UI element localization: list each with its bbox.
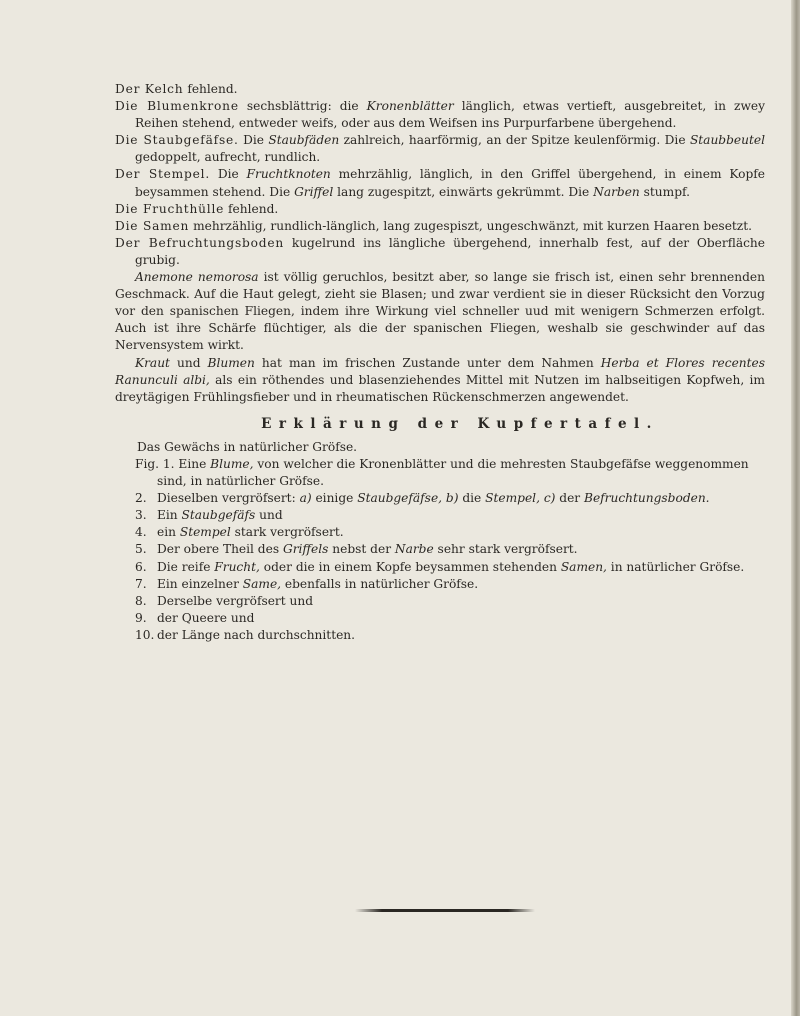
- figure-item-3: 3. Ein Staubgefäfs und: [135, 508, 283, 523]
- description-samen: Die Samen mehrzählig, rundlich-länglich, lang zugespiszt, ungeschwänzt, mit kurzen Haaren besetzt.: [115, 218, 752, 233]
- figure-item-8: 8. Derselbe vergröfsert und: [135, 593, 314, 608]
- description-kelch: Der Kelch fehlend.: [115, 82, 238, 96]
- body-paragraph-1: Anemone nemorosa ist völlig geruchlos, besitzt aber, so lange sie frisch ist, einen sehr brennenden Geschmack. Auf die Haut gelegt, zieht sie Blasen; und zwar verdient sie in dieser Rücksicht den Vorzug vor den spanischen Fliegen, indem ihre Wirkung viel schneller uud mit wenigern Schmerzen erfolgt. Auch ist ihre Schärfe flüchtiger, als die der spanischen Fliegen, weshalb sie geschwinder auf das Nervensystem wirkt.: [115, 270, 765, 353]
- figure-item-1: Fig. 1. Eine Blume, von welcher die Kronenblätter und die mehresten Staubgefäfse weggenommen sind, in natürlicher Gröfse.: [135, 456, 749, 489]
- figure-item-4: 4. ein Stempel stark vergröfsert.: [135, 525, 344, 540]
- figure-item-2: 2. Dieselben vergröfsert: a) einige Staubgefäfse, b) die Stempel, c) der Befruchtungsboden.: [135, 491, 710, 506]
- figure-intro: Das Gewächs in natürlicher Gröfse.: [137, 439, 358, 454]
- description-staubgefaesse: Die Staubgefäfse. Die Staubfäden zahlreich, haarförmig, an der Spitze keulenförmig. Die Staubbeutel gedoppelt, aufrecht, rundlich.: [115, 133, 765, 165]
- body-paragraph-2: Kraut und Blumen hat man im frischen Zustande unter dem Nahmen Herba et Flores recentes Ranunculi albi, als ein röthendes und blasenziehendes Mittel mit Nutzen im halbseitigen Kopfweh, im dreytägigen Frühlingsfieber und in rheumatischen Rückenschmerzen angewendet.: [115, 355, 765, 404]
- page-edge-shadow: [791, 0, 800, 1016]
- document-text: [115, 81, 765, 644]
- closing-rule: [355, 909, 535, 912]
- figure-item-9: 9. der Queere und: [135, 610, 255, 625]
- description-befruchtungsboden: Der Befruchtungsboden kugelrund ins längliche übergehend, innerhalb fest, auf der Oberfläche grubig.: [115, 235, 765, 267]
- figure-item-6: 6. Die reife Frucht, oder die in einem Kopfe beysammen stehenden Samen, in natürlicher Gröfse.: [135, 559, 745, 574]
- figure-item-5: 5. Der obere Theil des Griffels nebst der Narbe sehr stark vergröfsert.: [135, 542, 578, 557]
- section-heading: Erklärung der Kupfertafel.: [261, 415, 659, 432]
- description-stempel: Der Stempel. Die Fruchtknoten mehrzählig, länglich, in den Griffel übergehend, in einem Kopfe beysammen stehend. Die Griffel lang zugespitzt, einwärts gekrümmt. Die Narben stumpf.: [115, 167, 765, 199]
- figure-item-10: 10. der Länge nach durchschnitten.: [135, 627, 356, 642]
- figure-item-7: 7. Ein einzelner Same, ebenfalls in natürlicher Gröfse.: [135, 576, 479, 591]
- description-fruchthuelle: Die Fruchthülle fehlend.: [115, 201, 279, 216]
- description-blumenkrone: Die Blumenkrone sechsblättrig: die Kronenblätter länglich, etwas vertieft, ausgebreitet, in zwey Reihen stehend, entweder weifs, oder aus dem Weifsen ins Purpurfarbene übergehend.: [115, 99, 765, 131]
